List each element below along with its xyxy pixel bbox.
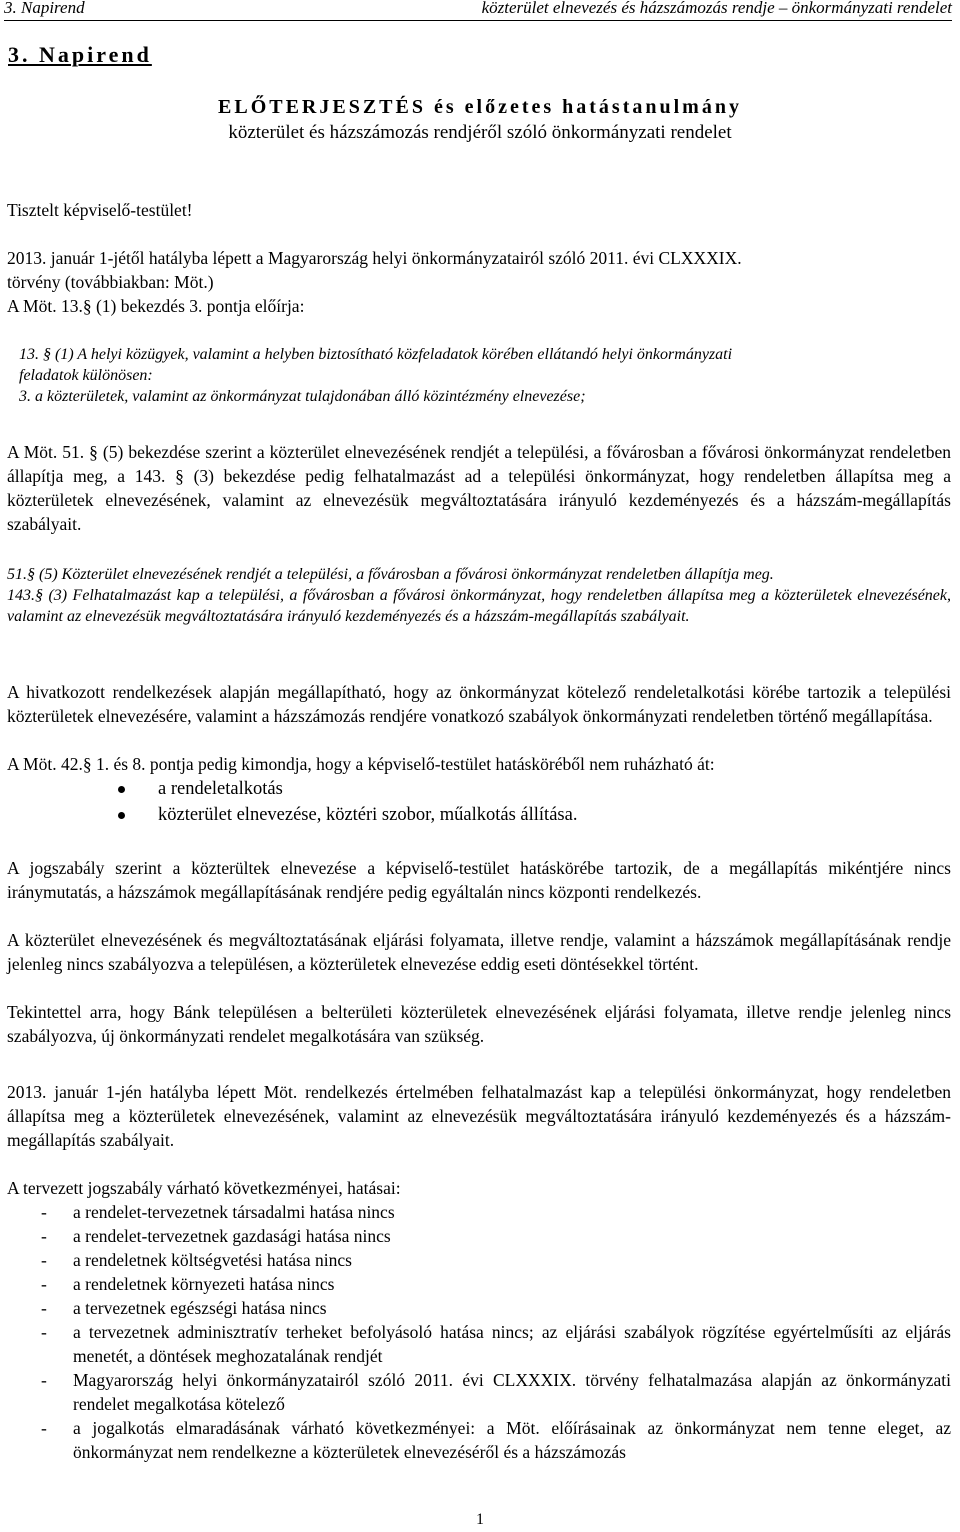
- running-header: [4, 0, 952, 21]
- list-item: - Magyarország helyi önkormányzatairól szóló 2011. évi CLXXXIX. törvény felhatalmazása alapján az önkormányzati rendelet megalkotása kötelező: [41, 1370, 951, 1414]
- quote-143: 143.§ (3) Felhatalmazást kap a települési, a fővárosban a fővárosi önkormányzat, hogy rendeletben állapítsa meg a közterületek elnevezésének, valamint az elnevezésük megváltoztatására irányuló kezdeményezés és a házszám-megállapítás szabályait.: [7, 587, 951, 625]
- paragraph-42: A Möt. 42.§ 1. és 8. pontja pedig kimondja, hogy a képviselő-testület hatásköréből nem ruházható át:: [7, 754, 715, 774]
- page-number: 1: [476, 1511, 484, 1528]
- paragraph-2013: 2013. január 1-jén hatályba lépett Möt. rendelkezés értelmében felhatalmazást kap a települési önkormányzat, hogy rendeletben állapítsa meg a közterületek elnevezésének, valamint az elnevezésük megváltoztatására irányuló kezdeményezés és a házszám-megállapítás szabályait.: [7, 1082, 951, 1150]
- list-item: - a rendelet-tervezetnek gazdasági hatása nincs: [41, 1226, 391, 1246]
- document-title: ELŐTERJESZTÉS és előzetes hatástanulmány: [218, 96, 742, 118]
- list-item: - a rendeletnek költségvetési hatása nincs: [41, 1250, 352, 1270]
- quote-13-line-2: feladatok különösen:: [19, 367, 153, 384]
- agenda-heading: 3. Napirend: [8, 42, 152, 67]
- list-item: a rendeletalkotás: [118, 776, 818, 802]
- salutation: Tisztelt képviselő-testület!: [7, 200, 193, 220]
- header-right: közterület elnevezés és házszámozás rendje – önkormányzati rendelet: [481, 0, 952, 17]
- quote-51: 51.§ (5) Közterület elnevezésének rendjét a települési, a fővárosban a fővárosi önkormányzat rendeletben állapítja meg.: [7, 566, 774, 583]
- quote-13-line-1: 13. § (1) A helyi közügyek, valamint a helyben biztosítható közfeladatok körében ellátandó helyi önkormányzati: [19, 346, 733, 363]
- paragraph-51: A Möt. 51. § (5) bekezdése szerint a közterület elnevezésének rendjét a települési, a fővárosban a fővárosi önkormányzat rendeletben állapítja meg, a 143. § (3) bekezdése pedig felhatalmazást ad a települési önkormányzat, hogy rendeletben állapítsa meg a közterületek elnevezésének, valamint az elnevezésük megváltoztatására irányuló kezdeményezés és a házszám-megállapítás szabályait.: [7, 442, 951, 534]
- paragraph-bank: Tekintettel arra, hogy Bánk településen a belterületi közterületek elnevezésének eljárási folyamata, illetve rendje jelenleg nincs szabályozva, új önkormányzati rendelet megalkotására van szükség.: [7, 1002, 951, 1046]
- list-item: közterület elnevezése, köztéri szobor, műalkotás állítása.: [118, 802, 818, 828]
- quoted-law-51-143: [7, 564, 951, 627]
- intro-line-3: A Möt. 13.§ (1) bekezdés 3. pontja előírja:: [7, 296, 305, 316]
- bullet-dot-icon: [118, 812, 125, 819]
- effects-intro: A tervezett jogszabály várható következményei, hatásai:: [7, 1178, 401, 1198]
- bullet-list: [118, 776, 818, 828]
- intro-paragraph: [7, 246, 951, 318]
- quoted-law-13: [7, 344, 951, 407]
- header-left: 3. Napirend: [4, 0, 85, 17]
- paragraph-eljarasi: A közterület elnevezésének és megváltoztatásának eljárási folyamata, illetve rendje, valamint a házszámok megállapításának rendje jelenleg nincs szabályozva a településen, a közterületek elnevezése eddig eseti döntésekkel történt.: [7, 930, 951, 974]
- list-item: - a rendeletnek környezeti hatása nincs: [41, 1274, 335, 1294]
- document-subtitle: közterület és házszámozás rendjéről szóló önkormányzati rendelet: [228, 122, 732, 143]
- list-item: - a jogalkotás elmaradásának várható következményei: a Möt. előírásainak az önkormányzat nem tenne eleget, az önkormányzat nem rendelkezne a közterületek elnevezéséről és a házszámozás: [41, 1418, 951, 1462]
- intro-line-2: törvény (továbbiakban: Möt.): [7, 272, 214, 292]
- paragraph-jogszabaly: A jogszabály szerint a közterültek elnevezése a képviselő-testület hatáskörébe tartozik, de a megállapítás mikéntjére nincs iránymutatás, a házszámok megállapításának rendjére pedig egyáltalán nincs központi rendelkezés.: [7, 858, 951, 902]
- list-item: - a tervezetnek egészségi hatása nincs: [41, 1298, 327, 1318]
- bullet-dot-icon: [118, 786, 125, 793]
- list-item: - a tervezetnek adminisztratív terheket befolyásoló hatása nincs; az eljárási szabályok rögzítése egyértelműsíti az eljárás menetét, a döntések meghozatalának rendjét: [41, 1322, 951, 1366]
- paragraph-hivatkozott: A hivatkozott rendelkezések alapján megállapítható, hogy az önkormányzat kötelező rendeletalkotási körébe tartozik a települési közterületek elnevezésére, valamint a házszámozás rendjére vonatkozó szabályok önkormányzati rendeletben történő megállapítása.: [7, 682, 951, 726]
- list-item: - a rendelet-tervezetnek társadalmi hatása nincs: [41, 1202, 395, 1222]
- intro-line-1: 2013. január 1-jétől hatályba lépett a Magyarország helyi önkormányzatairól szóló 2011. évi CLXXXIX.: [7, 248, 742, 268]
- quote-13-line-3: 3. a közterületek, valamint az önkormányzat tulajdonában álló közintézmény elnevezése;: [19, 388, 586, 405]
- effects-list: [7, 1200, 951, 1464]
